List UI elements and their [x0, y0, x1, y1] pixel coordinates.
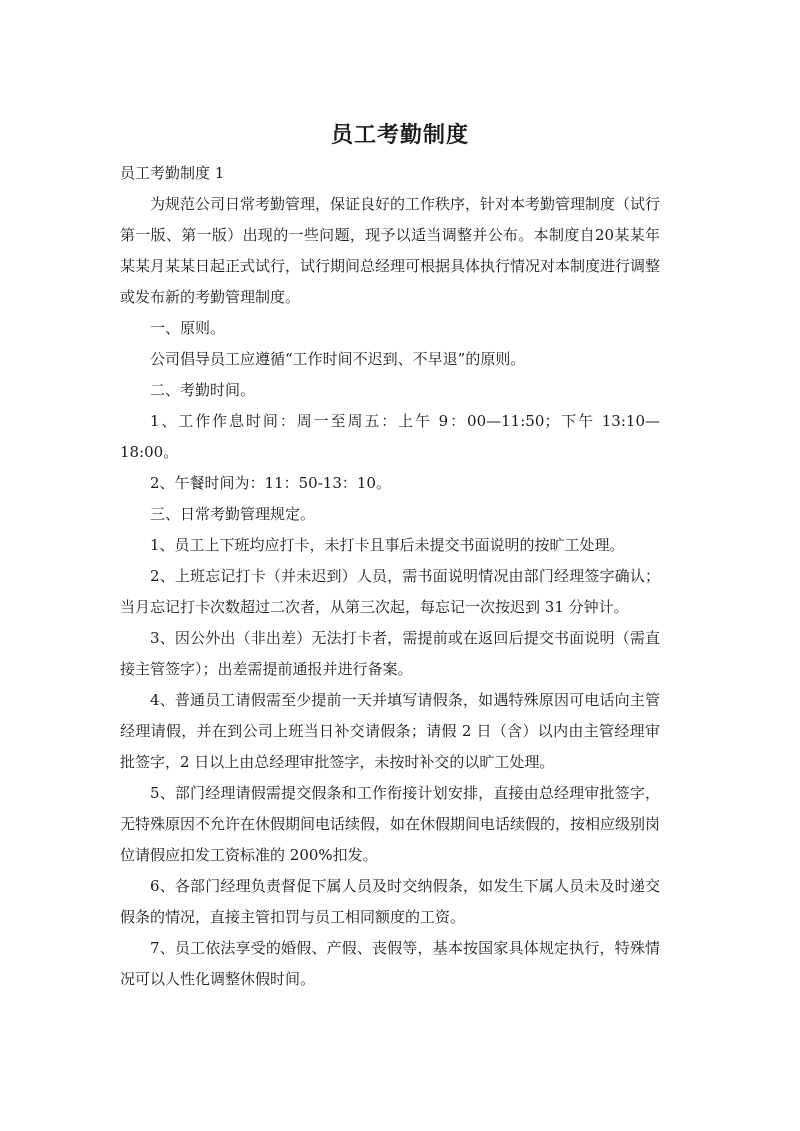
rule-item-6: 6、各部门经理负责督促下属人员及时交纳假条，如发生下属人员未及时递交假条的情况，直接主管扣罚与员工相同额度的工资。 [120, 877, 660, 926]
rule-item-4: 4、普通员工请假需至少提前一天并填写请假条，如遇特殊原因可电话向主管经理请假，并在到公司上班当日补交请假条；请假 2 日（含）以内由主管经理审批签字，2 日以上由总经理审批签字，未按时补交的以旷工处理。 [120, 691, 660, 771]
paragraph-lunch-time: 2、午餐时间为：11：50-13：10。 [150, 474, 391, 492]
document-subtitle: 员工考勤制度 1 [120, 164, 225, 182]
document-body [120, 158, 660, 995]
rule-item-2: 2、上班忘记打卡（并未迟到）人员，需书面说明情况由部门经理签字确认；当月忘记打卡次数超过二次者，从第三次起，每忘记一次按迟到 31 分钟计。 [120, 567, 660, 616]
paragraph-intro: 为规范公司日常考勤管理，保证良好的工作秩序，针对本考勤管理制度（试行第一版、第一版）出现的一些问题，现予以适当调整并公布。本制度自20某某年某某月某某日起正式试行，试行期间总经理可根据具体执行情况对本制度进行调整或发布新的考勤管理制度。 [120, 195, 661, 306]
rule-item-5: 5、部门经理请假需提交假条和工作衔接计划安排，直接由总经理审批签字，无特殊原因不允许在休假期间电话续假，如在休假期间电话续假的，按相应级别岗位请假应扣发工资标准的 200%扣发。 [120, 784, 661, 864]
rule-item-1: 1、员工上下班均应打卡，未打卡且事后未提交书面说明的按旷工处理。 [150, 536, 625, 554]
rule-item-3: 3、因公外出（非出差）无法打卡者，需提前或在返回后提交书面说明（需直接主管签字）；出差需提前通报并进行备案。 [120, 629, 660, 678]
section-heading-principles: 一、原则。 [150, 319, 226, 337]
paragraph-work-hours: 1、工作作息时间：周一至周五：上午 9：00—11:50；下午 13:10—18:00。 [120, 412, 660, 461]
section-heading-rules: 三、日常考勤管理规定。 [150, 505, 316, 523]
rule-item-7: 7、员工依法享受的婚假、产假、丧假等，基本按国家具体规定执行，特殊情况可以人性化调整休假时间。 [120, 939, 660, 988]
section-heading-hours: 二、考勤时间。 [150, 381, 256, 399]
paragraph-principle: 公司倡导员工应遵循“工作时间不迟到、不早退”的原则。 [150, 350, 526, 368]
document-title: 员工考勤制度 [330, 123, 469, 148]
